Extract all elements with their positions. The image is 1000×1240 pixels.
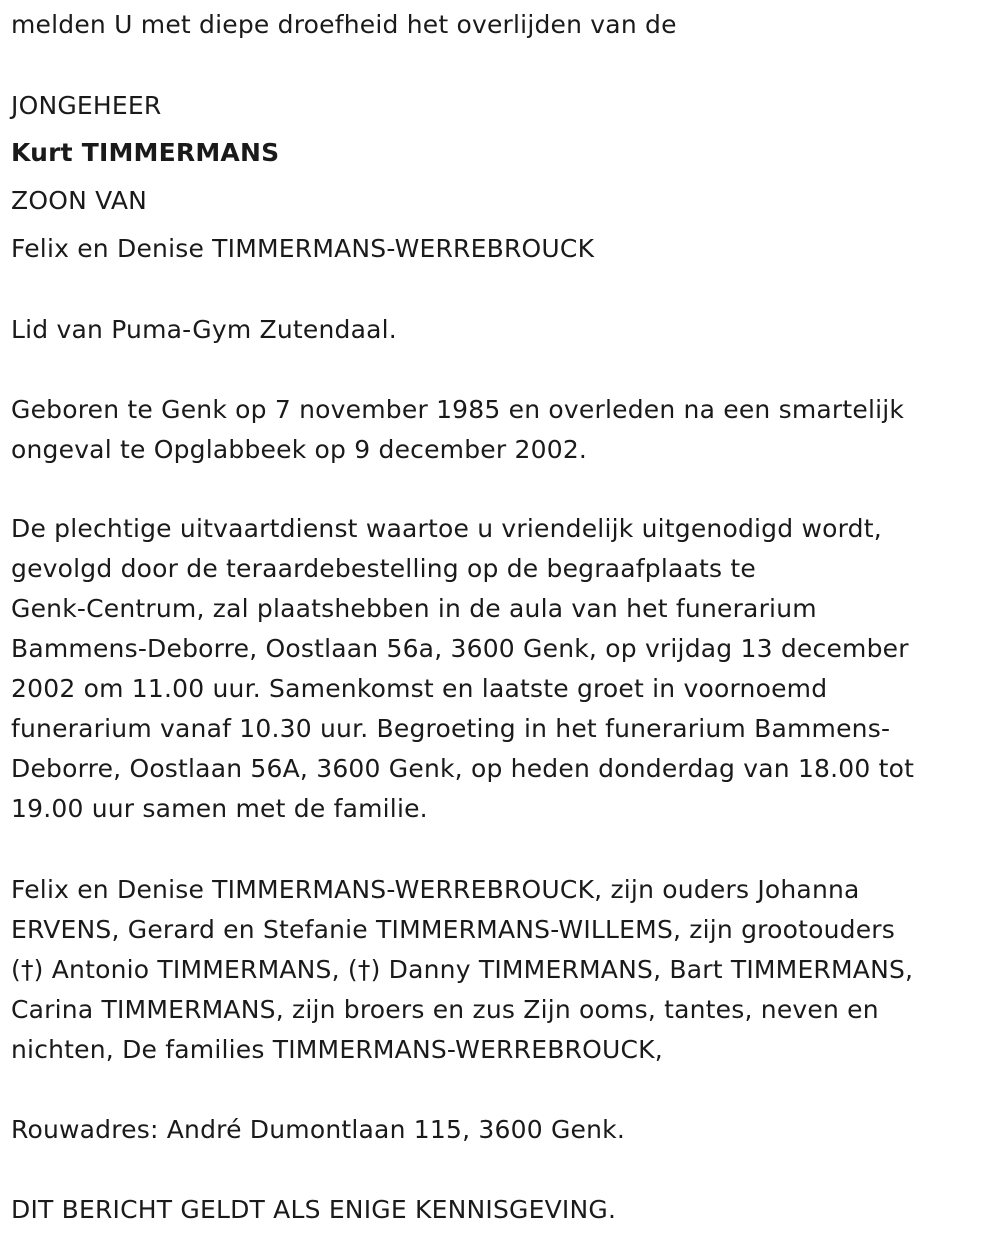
membership-text: Lid van Puma-Gym Zutendaal. <box>11 315 397 344</box>
paragraph-line: Bammens-Deborre, Oostlaan 56a, 3600 Genk, op vrijdag 13 december <box>11 634 909 663</box>
parents-names: Felix en Denise TIMMERMANS-WERREBROUCK <box>11 234 595 263</box>
paragraph-line: Deborre, Oostlaan 56A, 3600 Genk, op heden donderdag van 18.00 tot <box>11 754 915 783</box>
son-of-label: ZOON VAN <box>11 186 148 215</box>
paragraph-line: (†) Antonio TIMMERMANS, (†) Danny TIMMERMANS, Bart TIMMERMANS, <box>11 955 914 984</box>
paragraph-line: gevolgd door de teraardebestelling op de begraafplaats te <box>11 554 756 583</box>
paragraph-line: ongeval te Opglabbeek op 9 december 2002. <box>11 435 588 464</box>
paragraph-line: De plechtige uitvaartdienst waartoe u vriendelijk uitgenodigd wordt, <box>11 514 882 543</box>
paragraph-line: Genk-Centrum, zal plaatshebben in de aula van het funerarium <box>11 594 817 623</box>
paragraph-line: Felix en Denise TIMMERMANS-WERREBROUCK, zijn ouders Johanna <box>11 875 860 904</box>
honorific: JONGEHEER <box>11 91 162 120</box>
deceased-name: Kurt TIMMERMANS <box>11 138 280 167</box>
paragraph-line: Carina TIMMERMANS, zijn broers en zus Zijn ooms, tantes, neven en <box>11 995 879 1024</box>
paragraph-line: ERVENS, Gerard en Stefanie TIMMERMANS-WILLEMS, zijn grootouders <box>11 915 895 944</box>
paragraph-line: funerarium vanaf 10.30 uur. Begroeting in het funerarium Bammens- <box>11 714 891 743</box>
paragraph-line: Geboren te Genk op 7 november 1985 en overleden na een smartelijk <box>11 395 905 424</box>
funeral-paragraph <box>11 509 914 829</box>
paragraph-line: 19.00 uur samen met de familie. <box>11 794 428 823</box>
birth-death-paragraph <box>11 390 904 470</box>
paragraph-line: nichten, De families TIMMERMANS-WERREBROUCK, <box>11 1035 663 1064</box>
intro-text: melden U met diepe droefheid het overlijden van de <box>11 10 677 39</box>
mourning-address: Rouwadres: André Dumontlaan 115, 3600 Genk. <box>11 1115 625 1144</box>
notice-text: DIT BERICHT GELDT ALS ENIGE KENNISGEVING. <box>11 1195 617 1224</box>
family-paragraph <box>11 870 913 1070</box>
paragraph-line: 2002 om 11.00 uur. Samenkomst en laatste groet in voornoemd <box>11 674 828 703</box>
